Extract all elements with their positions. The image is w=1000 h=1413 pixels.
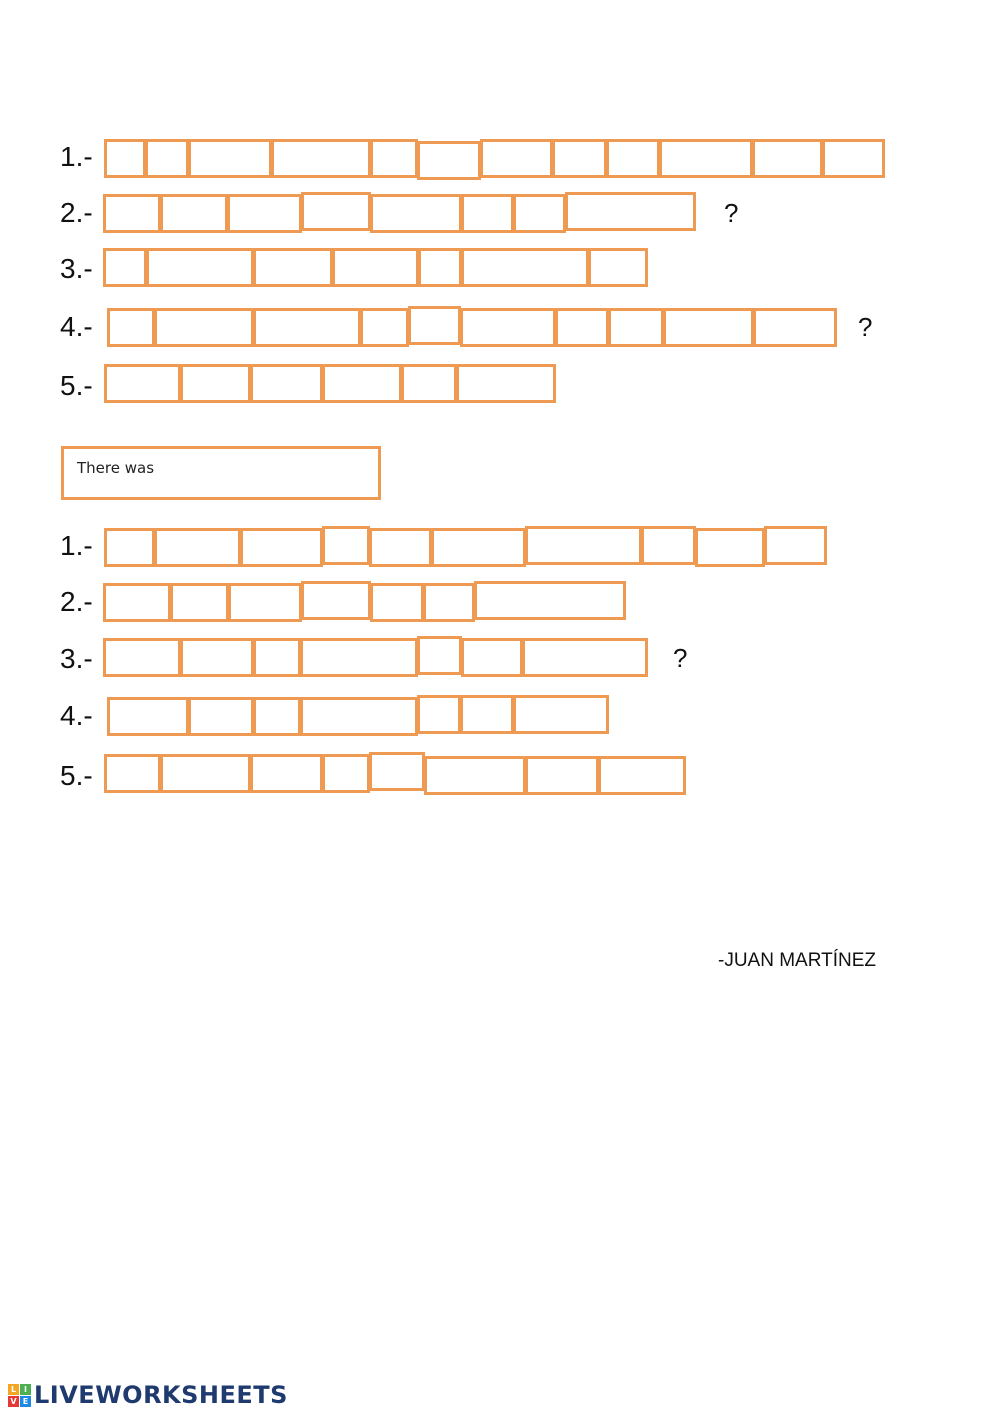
word-box[interactable] xyxy=(461,194,514,233)
word-box[interactable] xyxy=(160,194,228,233)
row-label: 2.- xyxy=(60,586,93,617)
word-box[interactable] xyxy=(253,308,361,347)
row-label: 5.- xyxy=(60,760,93,791)
word-box[interactable] xyxy=(300,638,418,677)
word-box[interactable] xyxy=(401,364,457,403)
word-box[interactable] xyxy=(370,194,462,233)
word-box[interactable] xyxy=(417,141,481,180)
word-box[interactable] xyxy=(641,526,696,565)
row-label: 4.- xyxy=(60,700,93,731)
word-box[interactable] xyxy=(160,754,251,793)
word-box[interactable] xyxy=(104,754,161,793)
word-box[interactable] xyxy=(322,364,402,403)
question-mark: ? xyxy=(858,312,873,342)
word-box[interactable] xyxy=(322,754,370,793)
word-box[interactable] xyxy=(253,638,301,677)
word-box[interactable] xyxy=(107,697,189,736)
word-box[interactable] xyxy=(822,139,885,178)
word-box[interactable] xyxy=(228,583,302,622)
row-label: 5.- xyxy=(60,370,93,401)
word-box[interactable] xyxy=(104,528,155,567)
word-box[interactable] xyxy=(360,308,409,347)
word-box[interactable] xyxy=(107,308,155,347)
word-box[interactable] xyxy=(103,248,147,287)
word-box[interactable] xyxy=(408,306,461,345)
liveworksheets-logo-icon xyxy=(8,1384,31,1407)
word-box[interactable] xyxy=(552,139,607,178)
footer-logo xyxy=(8,1380,288,1410)
prompt-text: There was xyxy=(77,459,155,477)
author-signature: -JUAN MARTÍNEZ xyxy=(718,950,876,971)
word-box[interactable] xyxy=(301,581,371,620)
word-box[interactable] xyxy=(474,581,626,620)
word-box[interactable] xyxy=(753,308,837,347)
word-box[interactable] xyxy=(369,752,425,791)
word-box[interactable] xyxy=(104,364,181,403)
word-box[interactable] xyxy=(250,754,323,793)
logo-letter: V xyxy=(8,1396,19,1407)
word-box[interactable] xyxy=(188,697,254,736)
row-label: 3.- xyxy=(60,253,93,284)
word-box[interactable] xyxy=(253,248,333,287)
word-box[interactable] xyxy=(608,308,664,347)
word-box[interactable] xyxy=(460,308,556,347)
brand-text: LIVEWORKSHEETS xyxy=(34,1381,288,1409)
logo-letter: E xyxy=(20,1396,31,1407)
word-box[interactable] xyxy=(253,697,301,736)
word-box[interactable] xyxy=(417,636,462,675)
word-box[interactable] xyxy=(659,139,753,178)
word-box[interactable] xyxy=(424,756,526,795)
word-box[interactable] xyxy=(513,194,566,233)
word-box[interactable] xyxy=(588,248,648,287)
word-box[interactable] xyxy=(461,638,523,677)
question-mark: ? xyxy=(724,198,739,228)
word-box[interactable] xyxy=(240,528,323,567)
row-label: 4.- xyxy=(60,311,93,342)
word-box[interactable] xyxy=(227,194,302,233)
word-box[interactable] xyxy=(525,756,599,795)
word-box[interactable] xyxy=(180,638,254,677)
row-label: 2.- xyxy=(60,197,93,228)
logo-letter: I xyxy=(20,1384,31,1395)
word-box[interactable] xyxy=(423,583,475,622)
word-box[interactable] xyxy=(104,139,146,178)
word-box[interactable] xyxy=(480,139,553,178)
word-box[interactable] xyxy=(418,248,462,287)
prompt-box xyxy=(61,446,381,500)
word-box[interactable] xyxy=(525,526,642,565)
word-box[interactable] xyxy=(431,528,526,567)
word-box[interactable] xyxy=(188,139,272,178)
word-box[interactable] xyxy=(598,756,686,795)
word-box[interactable] xyxy=(370,583,424,622)
word-box[interactable] xyxy=(301,192,371,231)
logo-letter: L xyxy=(8,1384,19,1395)
word-box[interactable] xyxy=(103,638,181,677)
word-box[interactable] xyxy=(513,695,609,734)
word-box[interactable] xyxy=(300,697,418,736)
word-box[interactable] xyxy=(170,583,229,622)
word-box[interactable] xyxy=(370,139,418,178)
row-label: 1.- xyxy=(60,530,93,561)
word-box[interactable] xyxy=(154,308,254,347)
word-box[interactable] xyxy=(322,526,370,565)
word-box[interactable] xyxy=(663,308,754,347)
word-box[interactable] xyxy=(565,192,696,231)
word-box[interactable] xyxy=(695,528,765,567)
word-box[interactable] xyxy=(250,364,323,403)
word-box[interactable] xyxy=(456,364,556,403)
word-box[interactable] xyxy=(332,248,419,287)
word-box[interactable] xyxy=(522,638,648,677)
question-mark: ? xyxy=(673,643,688,673)
word-box[interactable] xyxy=(460,695,514,734)
word-box[interactable] xyxy=(555,308,609,347)
word-box[interactable] xyxy=(369,528,432,567)
row-label: 3.- xyxy=(60,643,93,674)
word-box[interactable] xyxy=(146,248,254,287)
word-box[interactable] xyxy=(417,695,461,734)
word-box[interactable] xyxy=(103,583,171,622)
word-box[interactable] xyxy=(154,528,241,567)
word-box[interactable] xyxy=(752,139,823,178)
word-box[interactable] xyxy=(271,139,371,178)
row-label: 1.- xyxy=(60,141,93,172)
word-box[interactable] xyxy=(461,248,589,287)
word-box[interactable] xyxy=(606,139,660,178)
word-box[interactable] xyxy=(103,194,161,233)
word-box[interactable] xyxy=(764,526,827,565)
word-box[interactable] xyxy=(145,139,189,178)
word-box[interactable] xyxy=(180,364,251,403)
